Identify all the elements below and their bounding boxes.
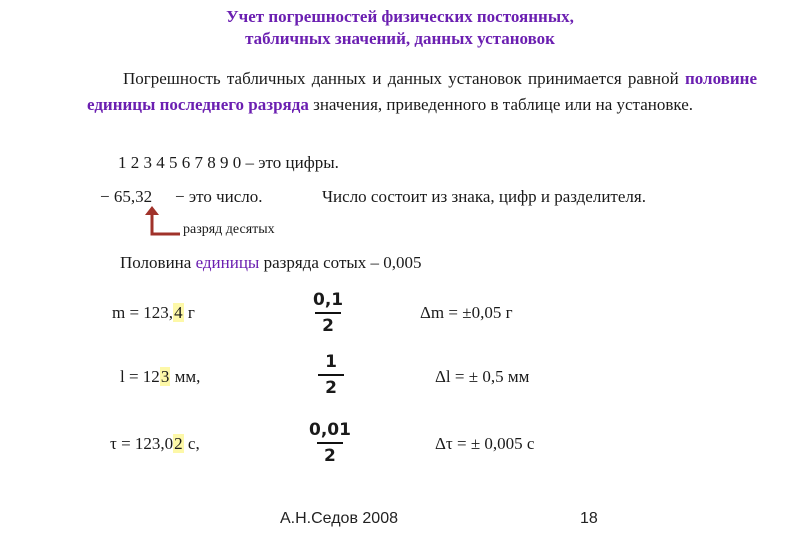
length-last-digit: 3 bbox=[160, 367, 170, 386]
mass-unit: г bbox=[183, 303, 195, 322]
length-unit: мм, bbox=[170, 367, 201, 386]
is-number-text: − это число. bbox=[175, 187, 263, 206]
mass-value bbox=[112, 303, 195, 323]
time-fraction-denominator: 2 bbox=[324, 446, 336, 466]
length-fraction-numerator: 1 bbox=[325, 352, 337, 372]
tenths-arrow bbox=[140, 206, 182, 238]
half-unit-prefix: Половина bbox=[120, 253, 196, 272]
slide-title bbox=[0, 6, 800, 50]
mass-error: Δm = ±0,05 г bbox=[420, 303, 513, 322]
paragraph-text-2: значения, приведенного в таблице или на установке. bbox=[308, 95, 693, 114]
mass-last-digit: 4 bbox=[174, 303, 183, 322]
paragraph-highlight: половине единицы последнего разряда bbox=[87, 69, 757, 114]
mass-fraction bbox=[313, 290, 343, 336]
time-unit: с, bbox=[183, 434, 200, 453]
arrow-head bbox=[145, 206, 159, 215]
mass-quantity: m = 123, bbox=[112, 303, 174, 322]
title-line-2: табличных значений, данных установок bbox=[245, 29, 555, 48]
time-error: Δτ = ± 0,005 с bbox=[435, 434, 535, 453]
number-composition-text: Число состоит из знака, цифр и разделителя. bbox=[322, 187, 646, 206]
title-line-1: Учет погрешностей физических постоянных, bbox=[226, 7, 574, 26]
fraction-bar bbox=[317, 442, 343, 444]
fraction-bar bbox=[315, 312, 341, 314]
paragraph-text-1: Погрешность табличных данных и данных установок принимается равной bbox=[123, 69, 685, 88]
fraction-bar bbox=[318, 374, 344, 376]
footer-author: А.Н.Седов 2008 bbox=[280, 510, 398, 527]
time-fraction-numerator: 0,01 bbox=[309, 420, 351, 440]
half-unit-suffix: разряда сотых – 0,005 bbox=[259, 253, 422, 272]
page-number: 18 bbox=[580, 510, 598, 527]
length-fraction-denominator: 2 bbox=[325, 378, 337, 398]
intro-paragraph bbox=[87, 66, 757, 118]
time-last-digit: 2 bbox=[174, 434, 183, 453]
arrow-label: разряд десятых bbox=[183, 222, 275, 237]
time-quantity: τ = 123,0 bbox=[110, 434, 174, 453]
time-value bbox=[110, 434, 200, 454]
mass-fraction-denominator: 2 bbox=[322, 316, 334, 336]
length-fraction bbox=[318, 352, 344, 398]
example-number: − 65,32 bbox=[100, 187, 153, 206]
arrow-shaft bbox=[152, 214, 180, 234]
length-quantity: l = 12 bbox=[120, 367, 160, 386]
mass-fraction-numerator: 0,1 bbox=[313, 290, 344, 310]
half-unit-line bbox=[120, 253, 422, 273]
length-value bbox=[120, 367, 200, 387]
half-unit-word: единицы bbox=[195, 253, 260, 272]
time-fraction bbox=[309, 420, 351, 466]
digits-line: 1 2 3 4 5 6 7 8 9 0 – это цифры. bbox=[118, 153, 339, 172]
length-error: Δl = ± 0,5 мм bbox=[435, 367, 530, 386]
